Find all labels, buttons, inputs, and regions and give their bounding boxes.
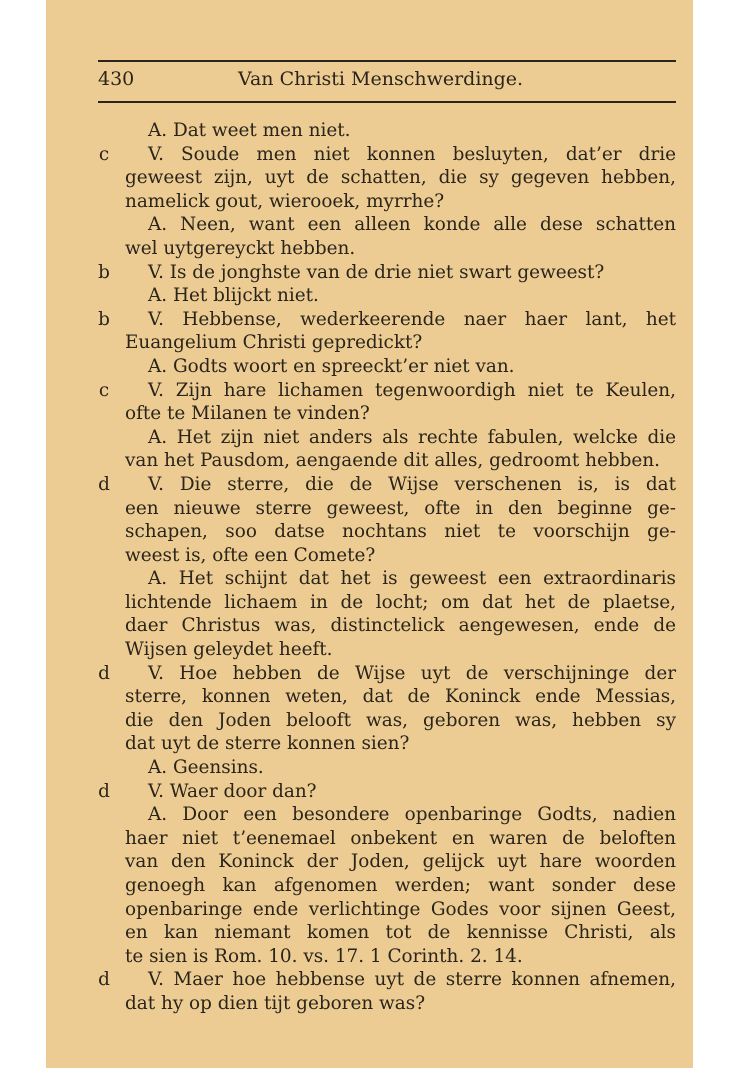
- text-line: [0, 237, 738, 261]
- text-line: [0, 473, 738, 497]
- line-text: A. Het zijn niet anders als rechte fabulen, welcke die: [148, 426, 676, 448]
- text-line: [0, 803, 738, 827]
- line-text: Euangelium Christi gepredickt?: [125, 332, 423, 354]
- text-line: [0, 992, 738, 1016]
- header-rule-top: [98, 60, 676, 62]
- text-line: [0, 261, 738, 285]
- text-line: [0, 945, 738, 969]
- header-rule-bottom: [98, 101, 676, 103]
- text-line: [0, 567, 738, 591]
- line-text: A. Geensins.: [148, 757, 264, 779]
- body-text: [0, 119, 738, 1016]
- text-line: [0, 591, 738, 615]
- line-text: V. Waer door dan?: [148, 780, 317, 802]
- line-text: weest is, ofte een Comete?: [125, 544, 376, 566]
- page-header: [98, 68, 676, 94]
- line-text: een nieuwe sterre geweest, ofte in den beginne ge-: [125, 497, 676, 519]
- line-text: V. Zijn hare lichamen tegenwoordigh niet te Keulen,: [148, 379, 676, 401]
- text-line: [0, 850, 738, 874]
- text-line: [0, 827, 738, 851]
- line-text: dat hy op dien tijt geboren was?: [125, 992, 426, 1014]
- line-text: namelick gout, wierooek, myrrhe?: [125, 190, 445, 212]
- line-text: sterre, konnen weten, dat de Koninck ende Messias,: [125, 686, 676, 708]
- text-line: [0, 284, 738, 308]
- line-text: lichtende lichaem in de locht; om dat het de plaetse,: [125, 591, 676, 613]
- line-text: A. Dat weet men niet.: [148, 120, 351, 141]
- line-text: die den Joden belooft was, geboren was, hebben sy: [125, 709, 676, 731]
- text-line: [0, 426, 738, 450]
- text-line: [0, 308, 738, 332]
- margin-note: d: [98, 473, 110, 495]
- text-line: [0, 449, 738, 473]
- line-text: dat uyt de sterre konnen sien?: [125, 733, 410, 755]
- text-line: [0, 544, 738, 568]
- margin-note: c: [98, 379, 110, 401]
- line-text: A. Door een besondere openbaringe Godts, nadien: [148, 804, 676, 826]
- line-text: V. Soude men niet konnen besluyten, dat’er drie: [148, 143, 676, 165]
- margin-note: b: [98, 308, 110, 330]
- line-text: van het Pausdom, aengaende dit alles, gedroomt hebben.: [125, 450, 660, 472]
- line-text: haer niet t’eenemael onbekent en waren de beloften: [125, 827, 676, 849]
- margin-note: d: [98, 780, 110, 802]
- line-text: V. Hoe hebben de Wijse uyt de verschijninge der: [148, 662, 676, 684]
- line-text: ofte te Milanen te vinden?: [125, 403, 370, 425]
- text-line: [0, 732, 738, 756]
- line-text: A. Neen, want een alleen konde alle dese schatten: [148, 214, 676, 236]
- line-text: A. Godts woort en spreeckt’er niet van.: [148, 355, 515, 377]
- line-text: schapen, soo datse nochtans niet te voorschijn ge-: [125, 521, 676, 543]
- margin-note: c: [98, 143, 110, 165]
- text-line: [0, 331, 738, 355]
- text-line: [0, 614, 738, 638]
- line-text: Wijsen geleydet heeft.: [125, 639, 333, 661]
- text-line: [0, 685, 738, 709]
- text-line: [0, 166, 738, 190]
- text-line: [0, 190, 738, 214]
- line-text: daer Christus was, distinctelick aengewesen, ende de: [125, 615, 676, 637]
- text-line: [0, 379, 738, 403]
- margin-note: d: [98, 662, 110, 684]
- line-text: V. Hebbense, wederkeerende naer haer lant, het: [148, 308, 676, 330]
- page-number: 430: [98, 68, 135, 90]
- line-text: genoegh kan afgenomen werden; want sonder dese: [125, 875, 676, 896]
- line-text: V. Is de jonghste van de drie niet swart geweest?: [148, 261, 605, 283]
- text-line: [0, 213, 738, 237]
- text-line: [0, 402, 738, 426]
- margin-note: d: [98, 969, 110, 991]
- text-line: [0, 756, 738, 780]
- text-line: [0, 921, 738, 945]
- line-text: V. Maer hoe hebbense uyt de sterre konnen afnemen,: [148, 969, 676, 991]
- line-text: en kan niemant komen tot de kennisse Christi, als: [125, 922, 676, 944]
- text-line: [0, 780, 738, 804]
- text-line: [0, 898, 738, 922]
- text-line: [0, 638, 738, 662]
- text-line: [0, 143, 738, 167]
- running-title: Van Christi Menschwerdinge.: [238, 68, 524, 90]
- text-line: [0, 355, 738, 379]
- line-text: A. Het schijnt dat het is geweest een extraordinaris: [148, 568, 676, 590]
- line-text: openbaringe ende verlichtinge Godes voor sijnen Geest,: [125, 898, 676, 920]
- margin-note: b: [98, 261, 110, 283]
- text-line: [0, 520, 738, 544]
- line-text: wel uytgereyckt hebben.: [125, 237, 356, 259]
- text-line: [0, 119, 738, 143]
- text-line: [0, 968, 738, 992]
- line-text: van den Koninck der Joden, gelijck uyt hare woorden: [125, 851, 676, 873]
- text-line: [0, 709, 738, 733]
- line-text: A. Het blijckt niet.: [148, 285, 319, 307]
- text-line: [0, 497, 738, 521]
- text-line: [0, 874, 738, 898]
- line-text: te sien is Rom. 10. vs. 17. 1 Corinth. 2. 14.: [125, 945, 523, 967]
- line-text: geweest zijn, uyt de schatten, die sy gegeven hebben,: [125, 167, 676, 189]
- line-text: V. Die sterre, die de Wijse verschenen is, is dat: [148, 473, 676, 495]
- text-line: [0, 662, 738, 686]
